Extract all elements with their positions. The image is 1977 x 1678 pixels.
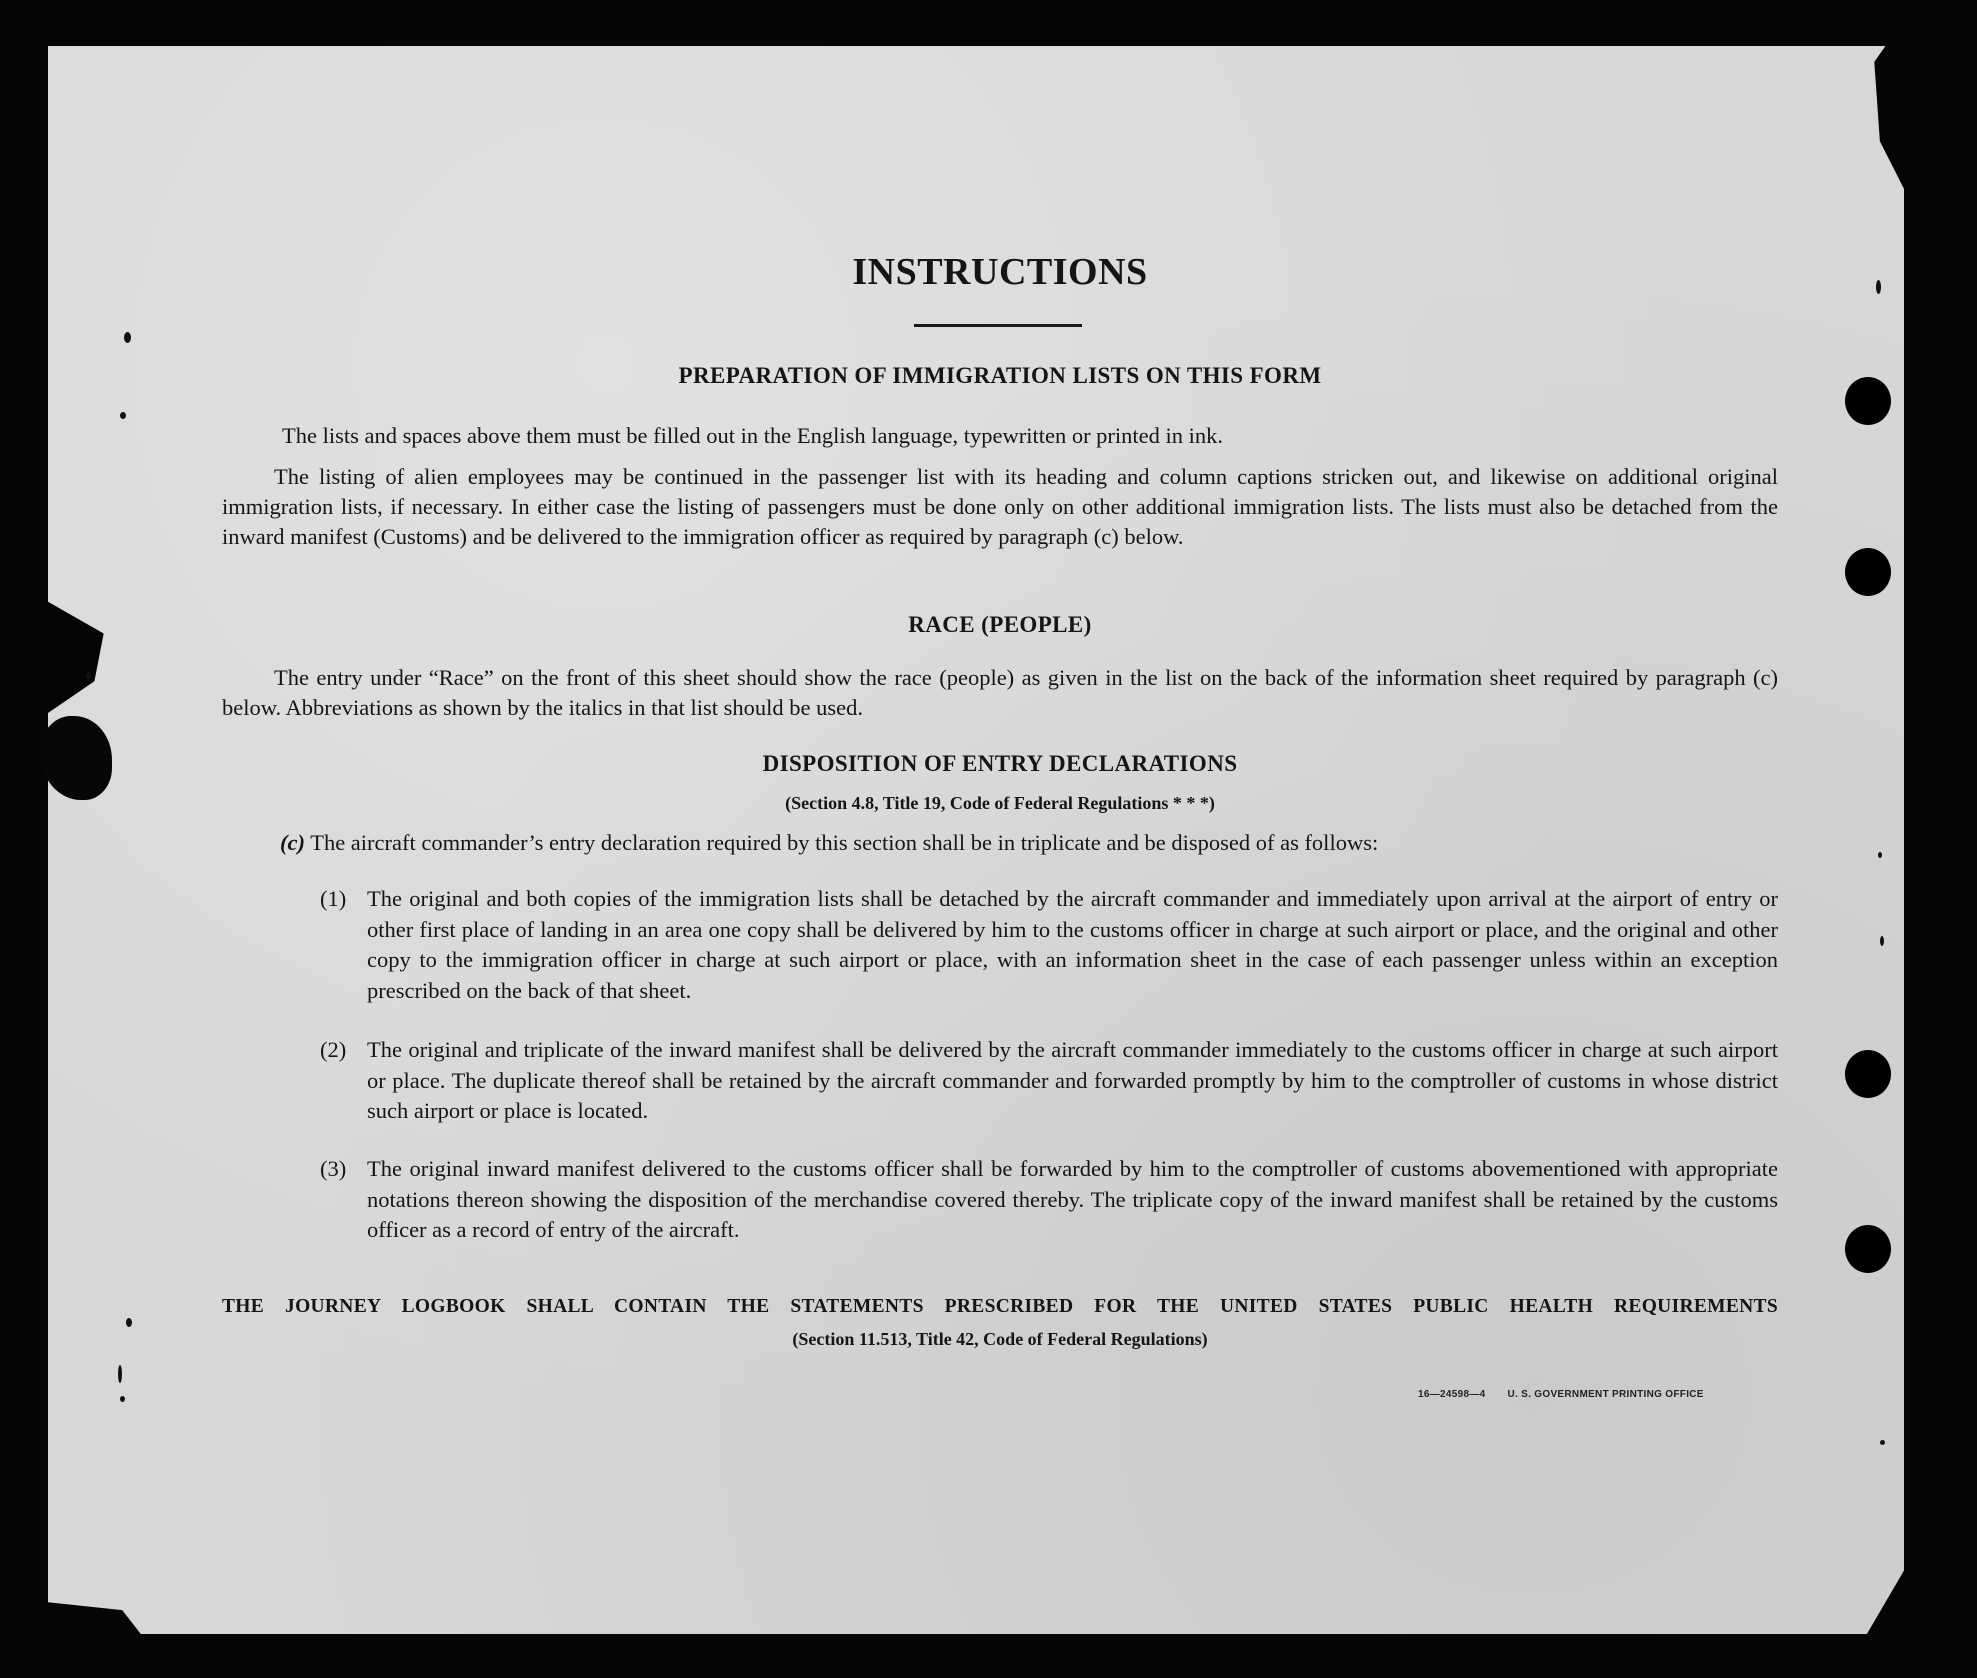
- speck: [124, 332, 131, 343]
- disposition-item: [320, 1154, 1778, 1246]
- speck: [86, 672, 91, 679]
- preparation-paragraph-1: The lists and spaces above them must be filled out in the English language, typewritten or printed in ink.: [282, 423, 1224, 448]
- punch-hole: [1845, 377, 1891, 425]
- punch-hole: [1845, 1225, 1891, 1273]
- punch-hole: [1845, 548, 1891, 596]
- instructions-document: [222, 0, 1778, 1678]
- public-health-statement: THE JOURNEY LOGBOOK SHALL CONTAIN THE STATEMENTS PRESCRIBED FOR THE UNITED STATES PUBLIC HEALTH REQUIREMENTS: [222, 1296, 1778, 1317]
- disposition-item: [320, 884, 1778, 1006]
- item-text: The original and triplicate of the inward manifest shall be delivered by the aircraft commander immediately to the customs officer in charge at such airport or place. The duplicate thereof shall be retained by the aircraft commander and forwarded promptly by him to the comptroller of customs in whose district such airport or place is located.: [367, 1037, 1778, 1123]
- disposition-reference: (Section 4.8, Title 19, Code of Federal Regulations * * *): [785, 793, 1215, 813]
- speck: [120, 412, 126, 419]
- form-number: 16—24598—4: [1418, 1389, 1486, 1400]
- disposition-heading: DISPOSITION OF ENTRY DECLARATIONS: [762, 751, 1238, 776]
- document-title: INSTRUCTIONS: [852, 251, 1148, 293]
- race-paragraph: The entry under “Race” on the front of this sheet should show the race (people) as given in the list on the back of the information sheet required by paragraph (c) below. Abbreviations as shown by the italics in that list should be used.: [222, 665, 1778, 720]
- speck: [118, 1365, 122, 1383]
- item-number: (1): [320, 886, 347, 911]
- printer-imprint: [1418, 1389, 1726, 1400]
- preparation-paragraph-2: The listing of alien employees may be continued in the passenger list with its heading and column captions stricken out, and likewise on additional original immigration lists, if necessary. In either case the listing of passengers must be done only on other additional immigration lists. The lists must also be detached from the inward manifest (Customs) and be delivered to the immigration officer as required by paragraph (c) below.: [222, 464, 1778, 549]
- speck: [126, 1318, 132, 1327]
- printer-name: U. S. GOVERNMENT PRINTING OFFICE: [1507, 1389, 1704, 1400]
- punch-hole: [1845, 1050, 1891, 1098]
- public-health-reference: (Section 11.513, Title 42, Code of Federal Regulations): [792, 1329, 1208, 1349]
- speck: [1880, 936, 1884, 946]
- preparation-heading: PREPARATION OF IMMIGRATION LISTS ON THIS FORM: [678, 363, 1322, 388]
- paragraph-c-label: (c): [280, 830, 305, 855]
- title-underline: [914, 324, 1082, 327]
- item-number: (3): [320, 1156, 347, 1181]
- speck: [1880, 1440, 1885, 1445]
- disposition-intro-text: The aircraft commander’s entry declaration required by this section shall be in triplicate and be disposed of as follows:: [310, 830, 1379, 855]
- speck: [1876, 280, 1881, 294]
- disposition-intro: [280, 828, 1778, 858]
- item-number: (2): [320, 1037, 347, 1062]
- item-text: The original inward manifest delivered to the customs officer shall be forwarded by him to the comptroller of customs abovementioned with appropriate notations thereon showing the disposition of the merchandise covered thereby. The triplicate copy of the inward manifest shall be retained by the customs officer as a record of entry of the aircraft.: [367, 1156, 1778, 1242]
- item-text: The original and both copies of the immigration lists shall be detached by the aircraft commander and immediately upon arrival at the airport of entry or other first place of landing in an area one copy shall be delivered by him to the customs officer in charge at such airport or place, and the original and other copy to the immigration officer in charge at such airport or place, with an information sheet in the case of each passenger unless within an exception prescribed on the back of that sheet.: [367, 886, 1778, 1003]
- speck: [1878, 852, 1882, 858]
- speck: [120, 1396, 125, 1402]
- race-heading: RACE (PEOPLE): [908, 612, 1092, 637]
- disposition-item: [320, 1035, 1778, 1127]
